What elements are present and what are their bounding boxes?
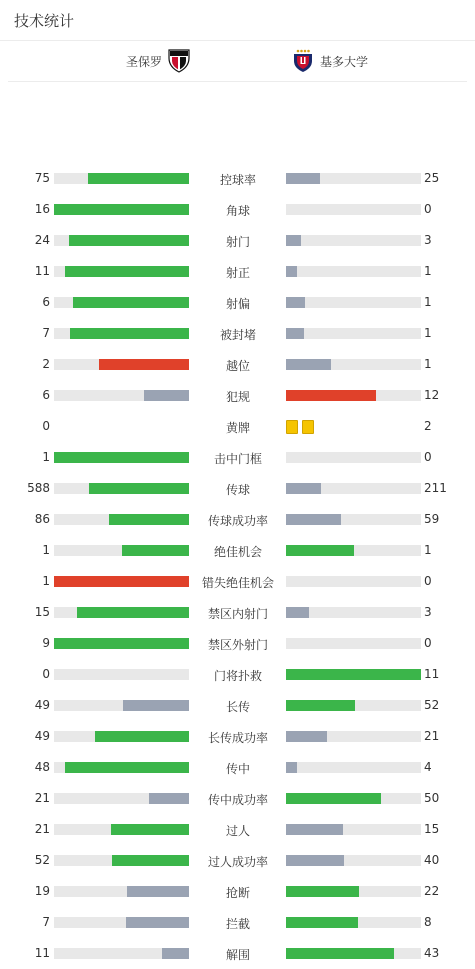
stat-row (0, 163, 475, 194)
home-stat-fill (144, 390, 189, 401)
away-stat-value: 3 (424, 605, 432, 619)
away-stat-bar (286, 638, 421, 649)
stat-row (0, 938, 475, 969)
away-stat-fill (286, 483, 321, 494)
home-stat-bar (54, 669, 189, 680)
stat-row (0, 907, 475, 938)
away-stat-value: 3 (424, 233, 432, 247)
home-stat-bar (54, 514, 189, 525)
stat-row (0, 504, 475, 535)
away-stat-fill (286, 731, 327, 742)
away-stat-value: 50 (424, 791, 440, 805)
stat-label: 犯规 (225, 390, 250, 404)
away-stat-bar (286, 390, 421, 401)
home-stat-value: 48 (34, 760, 50, 774)
away-stat-bar (286, 235, 421, 246)
home-stat-bar (54, 700, 189, 711)
ldu-quito-crest-icon (292, 49, 314, 73)
stat-row (0, 597, 475, 628)
away-stat-value: 21 (424, 729, 440, 743)
home-stat-fill (162, 948, 189, 959)
away-stat-fill (286, 762, 297, 773)
home-team[interactable] (126, 41, 190, 81)
stat-label: 控球率 (219, 173, 256, 187)
home-stat-value: 16 (34, 202, 50, 216)
sao-paulo-crest-icon (168, 49, 190, 73)
home-stat-fill (54, 638, 189, 649)
home-stat-bar (54, 948, 189, 959)
home-stat-bar (54, 173, 189, 184)
stat-label: 传球 (225, 483, 250, 497)
away-stat-value: 4 (424, 760, 432, 774)
stat-row (0, 752, 475, 783)
home-stat-fill (77, 607, 189, 618)
away-stat-fill (286, 390, 376, 401)
home-stat-fill (88, 173, 189, 184)
home-stat-bar (54, 545, 189, 556)
stat-label: 射门 (225, 235, 250, 249)
stat-label: 传中成功率 (207, 793, 268, 807)
home-stat-value: 11 (34, 264, 50, 278)
away-stat-value: 12 (424, 388, 440, 402)
home-stat-value: 7 (42, 915, 50, 929)
stat-row (0, 442, 475, 473)
away-stat-value: 40 (424, 853, 440, 867)
away-stat-value: 59 (424, 512, 440, 526)
stat-row (0, 721, 475, 752)
stat-label: 长传成功率 (207, 731, 268, 745)
stat-row (0, 380, 475, 411)
away-stat-value: 15 (424, 822, 440, 836)
away-stat-fill (286, 824, 343, 835)
home-stat-value: 75 (34, 171, 50, 185)
stat-label: 错失绝佳机会 (201, 576, 274, 590)
away-stat-fill (286, 514, 341, 525)
away-stat-bar (286, 514, 421, 525)
away-stat-fill (286, 545, 354, 556)
home-stat-bar (54, 359, 189, 370)
away-stat-bar (286, 731, 421, 742)
away-stat-fill (286, 669, 421, 680)
stat-label: 传球成功率 (207, 514, 268, 528)
away-stat-value: 1 (424, 357, 432, 371)
home-stat-value: 7 (42, 326, 50, 340)
stat-label: 绝佳机会 (213, 545, 262, 559)
stat-row (0, 845, 475, 876)
away-stat-bar (286, 700, 421, 711)
home-stat-fill (123, 700, 189, 711)
away-stat-fill (286, 855, 344, 866)
home-stat-fill (149, 793, 190, 804)
stat-row (0, 690, 475, 721)
away-stat-bar (286, 359, 421, 370)
stat-label: 过人 (225, 824, 250, 838)
home-stat-bar (54, 266, 189, 277)
away-stat-bar (286, 452, 421, 463)
away-stat-fill (286, 235, 301, 246)
home-stat-value: 6 (42, 295, 50, 309)
stat-row (0, 659, 475, 690)
home-stat-fill (69, 235, 189, 246)
away-team-name: 基多大学 (320, 54, 369, 69)
home-stat-fill (122, 545, 190, 556)
home-stat-bar (54, 235, 189, 246)
away-stat-value: 1 (424, 295, 432, 309)
home-stat-value: 1 (42, 574, 50, 588)
stat-row (0, 473, 475, 504)
stat-row (0, 225, 475, 256)
stat-label: 传中 (225, 762, 250, 776)
stat-row (0, 876, 475, 907)
home-stat-bar (54, 576, 189, 587)
home-stat-bar (54, 638, 189, 649)
away-stat-bar (286, 762, 421, 773)
away-yellow-cards (286, 420, 314, 434)
away-stat-fill (286, 297, 305, 308)
away-stat-bar (286, 173, 421, 184)
yellow-card-icon (286, 420, 298, 434)
stat-label: 解围 (225, 948, 250, 962)
away-stat-value: 43 (424, 946, 440, 960)
stat-label: 过人成功率 (207, 855, 268, 869)
away-stat-value: 1 (424, 264, 432, 278)
away-stat-value: 25 (424, 171, 440, 185)
away-stat-value: 11 (424, 667, 440, 681)
home-stat-bar (54, 855, 189, 866)
home-stat-value: 49 (34, 698, 50, 712)
home-stat-fill (111, 824, 189, 835)
home-stat-value: 2 (42, 357, 50, 371)
away-stat-value: 0 (424, 202, 432, 216)
away-stat-fill (286, 607, 309, 618)
stat-label: 射正 (225, 266, 250, 280)
away-stat-value: 211 (424, 481, 447, 495)
home-stat-bar (54, 917, 189, 928)
stat-label: 击中门框 (213, 452, 262, 466)
home-stat-value: 1 (42, 543, 50, 557)
stat-label: 抢断 (225, 886, 250, 900)
stat-row (0, 535, 475, 566)
home-stat-fill (112, 855, 189, 866)
home-stat-bar (54, 297, 189, 308)
away-stat-fill (286, 359, 331, 370)
away-stat-fill (286, 917, 358, 928)
away-stat-bar (286, 545, 421, 556)
home-stat-bar (54, 762, 189, 773)
home-stat-fill (126, 917, 189, 928)
home-stat-bar (54, 328, 189, 339)
stat-row (0, 194, 475, 225)
home-stat-value: 0 (42, 419, 50, 433)
stat-row (0, 318, 475, 349)
away-stat-bar (286, 297, 421, 308)
stat-label: 黄牌 (225, 421, 250, 435)
away-stat-bar (286, 948, 421, 959)
home-stat-fill (65, 762, 189, 773)
stat-row (0, 256, 475, 287)
home-stat-value: 588 (27, 481, 50, 495)
home-stat-value: 49 (34, 729, 50, 743)
home-stat-value: 15 (34, 605, 50, 619)
stat-label: 角球 (225, 204, 250, 218)
home-stat-fill (54, 204, 189, 215)
stat-row (0, 349, 475, 380)
stat-row (0, 411, 475, 442)
stat-row (0, 783, 475, 814)
away-stat-value: 0 (424, 636, 432, 650)
away-stat-fill (286, 793, 381, 804)
stat-label: 门将扑救 (213, 669, 262, 683)
away-stat-value: 2 (424, 419, 432, 433)
home-stat-fill (89, 483, 189, 494)
stat-label: 被封堵 (219, 328, 256, 342)
stat-row (0, 628, 475, 659)
stat-row (0, 814, 475, 845)
home-stat-bar (54, 824, 189, 835)
away-stat-fill (286, 173, 320, 184)
stat-label: 禁区内射门 (207, 607, 268, 621)
away-stat-value: 52 (424, 698, 440, 712)
home-stat-fill (99, 359, 189, 370)
stat-row (0, 287, 475, 318)
away-stat-bar (286, 576, 421, 587)
away-stat-bar (286, 483, 421, 494)
away-stat-value: 0 (424, 574, 432, 588)
away-stat-bar (286, 607, 421, 618)
home-stat-fill (54, 452, 189, 463)
home-team-name: 圣保罗 (126, 54, 163, 69)
away-stat-fill (286, 328, 304, 339)
home-stat-fill (54, 576, 189, 587)
home-stat-value: 6 (42, 388, 50, 402)
away-stat-value: 8 (424, 915, 432, 929)
away-stat-bar (286, 204, 421, 215)
away-stat-bar (286, 328, 421, 339)
stat-row (0, 566, 475, 597)
home-stat-bar (54, 390, 189, 401)
home-stat-fill (109, 514, 189, 525)
away-stat-value: 22 (424, 884, 440, 898)
away-stat-value: 0 (424, 450, 432, 464)
away-stat-value: 1 (424, 326, 432, 340)
home-stat-bar (54, 607, 189, 618)
stat-label: 射偏 (225, 297, 250, 311)
home-stat-fill (65, 266, 189, 277)
away-stat-bar (286, 917, 421, 928)
away-stat-bar (286, 266, 421, 277)
home-stat-value: 24 (34, 233, 50, 247)
page-title: 技术统计 (14, 11, 75, 30)
home-stat-bar (54, 452, 189, 463)
home-stat-bar (54, 793, 189, 804)
teams-bar (8, 41, 467, 82)
yellow-card-icon (302, 420, 314, 434)
away-stat-fill (286, 948, 394, 959)
home-stat-bar (54, 483, 189, 494)
away-stat-bar (286, 855, 421, 866)
home-stat-fill (73, 297, 189, 308)
home-stat-fill (95, 731, 190, 742)
home-stat-fill (70, 328, 189, 339)
home-stat-value: 11 (34, 946, 50, 960)
home-stat-value: 19 (34, 884, 50, 898)
away-stat-bar (286, 824, 421, 835)
home-stat-value: 52 (34, 853, 50, 867)
stat-label: 禁区外射门 (207, 638, 268, 652)
stat-label: 拦截 (225, 917, 250, 931)
home-stat-value: 21 (34, 822, 50, 836)
away-stat-fill (286, 266, 297, 277)
stat-label: 长传 (225, 700, 250, 714)
home-stat-value: 86 (34, 512, 50, 526)
away-stat-bar (286, 793, 421, 804)
away-stat-bar (286, 669, 421, 680)
home-stat-bar (54, 204, 189, 215)
away-stat-value: 1 (424, 543, 432, 557)
stat-label: 越位 (225, 359, 250, 373)
home-stat-value: 21 (34, 791, 50, 805)
home-stat-value: 1 (42, 450, 50, 464)
home-stat-value: 9 (42, 636, 50, 650)
away-stat-fill (286, 700, 355, 711)
home-stat-bar (54, 731, 189, 742)
away-team[interactable] (292, 41, 368, 81)
home-stat-value: 0 (42, 667, 50, 681)
stats-header (0, 0, 475, 41)
